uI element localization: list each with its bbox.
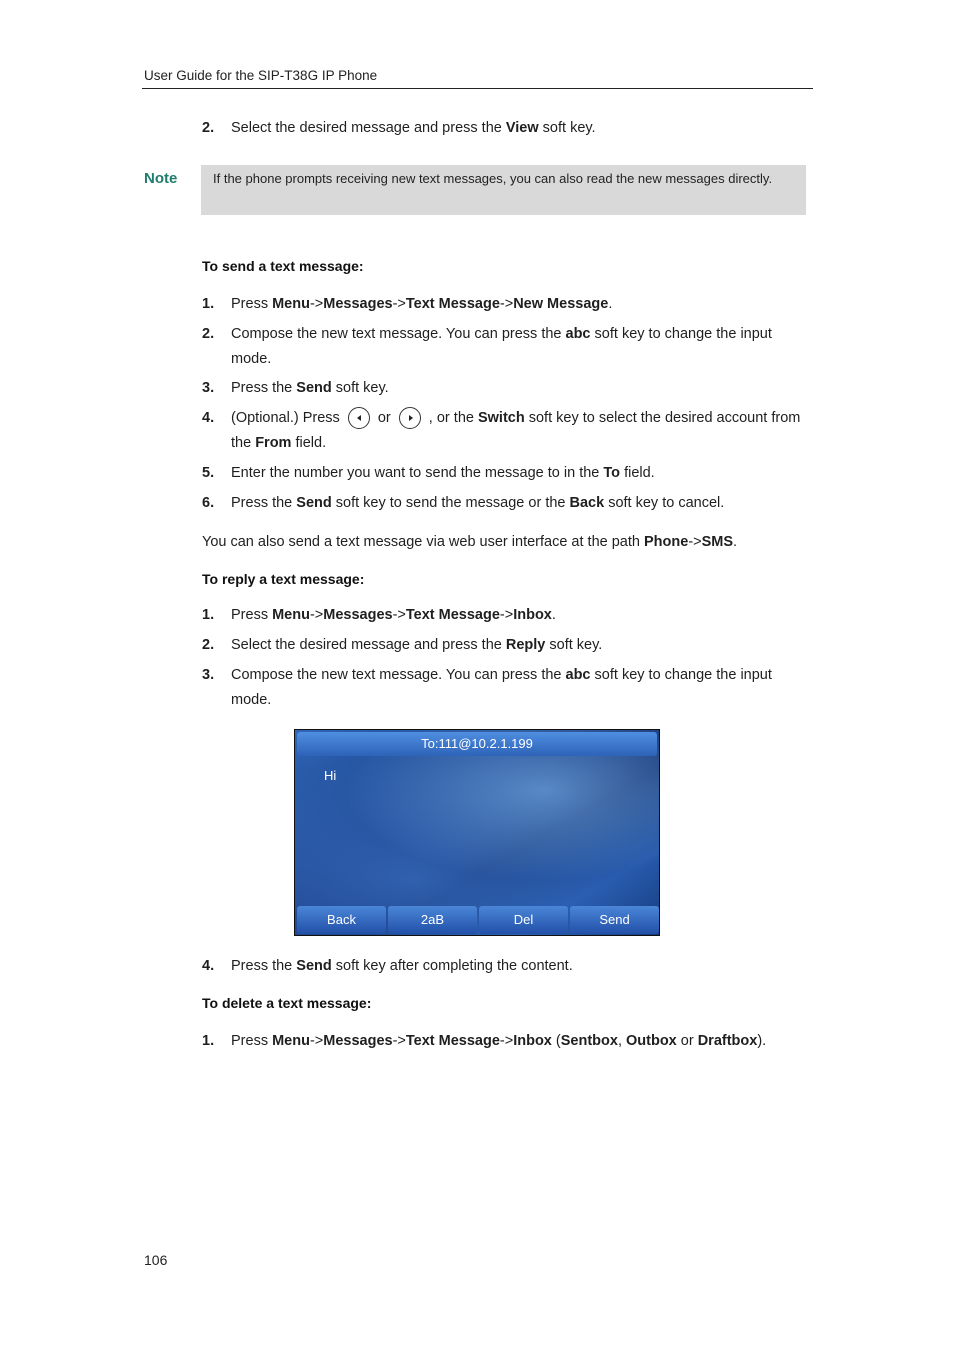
step-text: ( (551, 1033, 561, 1049)
step-text: , or the (424, 410, 478, 426)
step-text: soft key to cancel. (604, 495, 725, 511)
view-step (202, 116, 814, 141)
softkey-name: Back (569, 495, 605, 511)
phone-softkey-input-mode: 2aB (388, 906, 477, 934)
path-separator: -> (309, 607, 324, 623)
step-number: 4. (202, 410, 215, 426)
step-text: field. (291, 434, 327, 451)
menu-path: Text Message (405, 1033, 500, 1049)
paragraph-text: You can also send a text message via web user interface at the path (202, 534, 644, 550)
path-separator: -> (688, 534, 702, 550)
left-navigation-key-icon (348, 407, 370, 429)
menu-path: Menu (272, 296, 310, 312)
softkey-name: Send (296, 380, 332, 396)
step-text: soft key. (545, 637, 603, 653)
menu-path: Messages (323, 607, 393, 623)
phone-message-text: Hi (324, 768, 337, 783)
send-heading: To send a text message: (202, 258, 364, 274)
softkey-name: abc (565, 326, 591, 342)
softkey-name: Switch (477, 410, 525, 426)
step-text: soft key. (331, 380, 389, 396)
menu-path: New Message (513, 296, 609, 312)
step-number: 4. (202, 958, 215, 974)
step-number: 1. (202, 1033, 215, 1049)
reply-step-3 (202, 663, 814, 712)
web-path: Phone (644, 534, 689, 550)
step-text: soft key to change the input mode. (231, 667, 772, 708)
delete-heading: To delete a text message: (202, 995, 372, 1011)
step-number: 1. (202, 296, 215, 312)
menu-path: Inbox (513, 607, 552, 623)
step-number: 3. (202, 667, 215, 683)
menu-path: Messages (323, 296, 393, 312)
paragraph-text: . (733, 534, 738, 550)
path-separator: -> (499, 1033, 514, 1049)
path-separator: -> (392, 1033, 406, 1049)
step-text: Press the (231, 958, 297, 974)
folder-name: Outbox (626, 1033, 677, 1049)
menu-path: Messages (323, 1033, 393, 1049)
field-name: To (603, 465, 621, 481)
field-name: From (255, 434, 292, 451)
phone-softkey-send: Send (570, 906, 659, 934)
step-text: soft key to change the input mode. (231, 326, 772, 367)
step-text: . (551, 607, 556, 623)
phone-recipient-title: To:111@10.2.1.199 (297, 732, 657, 756)
running-header: User Guide for the SIP-T38G IP Phone (144, 68, 378, 83)
step-text: , (617, 1033, 626, 1049)
path-separator: -> (499, 296, 514, 312)
phone-softkey-bar (297, 906, 659, 934)
step-text: Press the (231, 380, 297, 396)
reply-step-1 (202, 603, 814, 628)
step-text: Press (231, 607, 273, 623)
path-separator: -> (392, 607, 406, 623)
menu-path: Text Message (405, 607, 500, 623)
step-text: field. (620, 465, 655, 481)
send-step-3 (202, 376, 814, 401)
step-number: 2. (202, 120, 215, 136)
right-navigation-key-icon (399, 407, 421, 429)
softkey-name: View (505, 120, 539, 136)
reply-step-2 (202, 633, 814, 658)
folder-name: Sentbox (560, 1033, 618, 1049)
path-separator: -> (309, 1033, 324, 1049)
step-text: Press (231, 1033, 273, 1049)
note-label: Note (144, 170, 178, 187)
step-text: soft key to send the message or the (331, 495, 570, 511)
step-text: Select the desired message and press the (231, 637, 506, 653)
path-separator: -> (499, 607, 514, 623)
step-text: Press (231, 296, 273, 312)
softkey-name: Reply (505, 637, 546, 653)
phone-softkey-delete: Del (479, 906, 568, 934)
page-number: 106 (144, 1252, 168, 1268)
send-step-4 (202, 406, 814, 455)
folder-name: Draftbox (697, 1033, 758, 1049)
step-number: 5. (202, 465, 215, 481)
step-text: Select the desired message and press the (231, 120, 506, 136)
step-number: 6. (202, 495, 215, 511)
phone-softkey-back: Back (297, 906, 386, 934)
step-text: Compose the new text message. You can press the (231, 326, 566, 342)
menu-path: Inbox (513, 1033, 552, 1049)
step-text: or (676, 1033, 698, 1049)
reply-step-4 (202, 954, 814, 979)
step-text: Enter the number you want to send the message to in the (231, 465, 604, 481)
note-box: If the phone prompts receiving new text messages, you can also read the new messages directly. (201, 165, 806, 215)
send-step-2 (202, 322, 814, 371)
send-step-1 (202, 292, 814, 317)
step-number: 3. (202, 380, 215, 396)
path-separator: -> (309, 296, 324, 312)
softkey-name: Send (296, 495, 332, 511)
step-text: soft key after completing the content. (331, 958, 573, 974)
step-number: 1. (202, 607, 215, 623)
step-text: or (373, 410, 395, 426)
step-text: . (608, 296, 613, 312)
menu-path: Text Message (405, 296, 500, 312)
step-number: 2. (202, 637, 215, 653)
header-rule (142, 88, 813, 89)
step-text: ). (757, 1033, 767, 1049)
menu-path: Menu (272, 607, 310, 623)
softkey-name: abc (565, 667, 591, 683)
web-ui-note (202, 531, 737, 553)
step-text: (Optional.) Press (231, 410, 344, 426)
reply-heading: To reply a text message: (202, 571, 365, 587)
step-text: Press the (231, 495, 297, 511)
phone-screen-illustration (294, 729, 660, 936)
web-path: SMS (701, 534, 734, 550)
step-text: Compose the new text message. You can press the (231, 667, 566, 683)
step-number: 2. (202, 326, 215, 342)
delete-step-1 (202, 1029, 814, 1054)
send-step-6 (202, 491, 814, 516)
softkey-name: Send (296, 958, 332, 974)
menu-path: Menu (272, 1033, 310, 1049)
send-step-5 (202, 461, 814, 486)
path-separator: -> (392, 296, 406, 312)
step-text: soft key to select the desired account from the (231, 410, 801, 451)
step-text: soft key. (538, 120, 596, 136)
